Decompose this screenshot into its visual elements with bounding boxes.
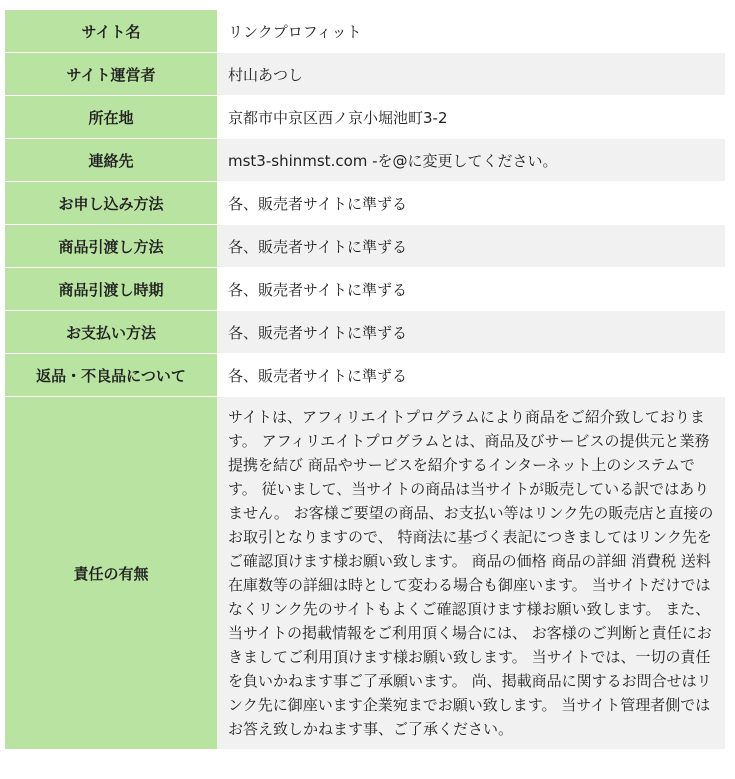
table-row <box>5 182 725 225</box>
legal-info-container <box>5 10 725 750</box>
row-label-site-name: サイト名 <box>5 10 217 53</box>
table-row <box>5 225 725 268</box>
row-label-operator: サイト運営者 <box>5 53 217 96</box>
table-row <box>5 10 725 53</box>
table-row <box>5 96 725 139</box>
legal-info-table <box>5 10 725 750</box>
row-label-liability: 責任の有無 <box>5 397 217 750</box>
row-value-delivery-time: 各、販売者サイトに準ずる <box>217 268 725 311</box>
table-row <box>5 354 725 397</box>
row-value-operator: 村山あつし <box>217 53 725 96</box>
table-row <box>5 139 725 182</box>
row-value-liability: サイトは、アフィリエイトプログラムにより商品をご紹介致しております。 アフィリエイトプログラムとは、商品及びサービスの提供元と業務提携を結び 商品やサービスを紹介するインターネット上のシステムです。 従いまして、当サイトの商品は当サイトが販売している訳ではありません。 お客様ご要望の商品、お支払い等はリンク先の販売店と直接のお取引となりますので、 特商法に基づく表記につきましてはリンク先をご確認頂けます様お願い致します。 商品の価格 商品の詳細 消費税 送料 在庫数等の詳細は時として変わる場合も御座います。 当サイトだけではなくリンク先のサイトもよくご確認頂けます様お願い致します。 また、当サイトの掲載情報をご利用頂く場合には、 お客様のご判断と責任におきましてご利用頂けます様お願い致します。 当サイトでは、一切の責任を負いかねます事ご了承願います。 尚、掲載商品に関するお問合せはリンク先に御座います企業宛までお願い致します。 当サイト管理者側ではお答え致しかねます事、ご了承ください。 <box>217 397 725 750</box>
row-value-contact: mst3-shinmst.com -を@に変更してください。 <box>217 139 725 182</box>
row-value-site-name: リンクプロフィット <box>217 10 725 53</box>
row-label-application-method: お申し込み方法 <box>5 182 217 225</box>
row-label-returns: 返品・不良品について <box>5 354 217 397</box>
table-row <box>5 397 725 750</box>
row-value-returns: 各、販売者サイトに準ずる <box>217 354 725 397</box>
row-label-delivery-time: 商品引渡し時期 <box>5 268 217 311</box>
table-row <box>5 268 725 311</box>
row-value-payment-method: 各、販売者サイトに準ずる <box>217 311 725 354</box>
table-row <box>5 311 725 354</box>
row-label-address: 所在地 <box>5 96 217 139</box>
table-row <box>5 53 725 96</box>
row-value-address: 京都市中京区西ノ京小堀池町3-2 <box>217 96 725 139</box>
row-value-application-method: 各、販売者サイトに準ずる <box>217 182 725 225</box>
row-label-payment-method: お支払い方法 <box>5 311 217 354</box>
row-value-delivery-method: 各、販売者サイトに準ずる <box>217 225 725 268</box>
row-label-contact: 連絡先 <box>5 139 217 182</box>
row-label-delivery-method: 商品引渡し方法 <box>5 225 217 268</box>
